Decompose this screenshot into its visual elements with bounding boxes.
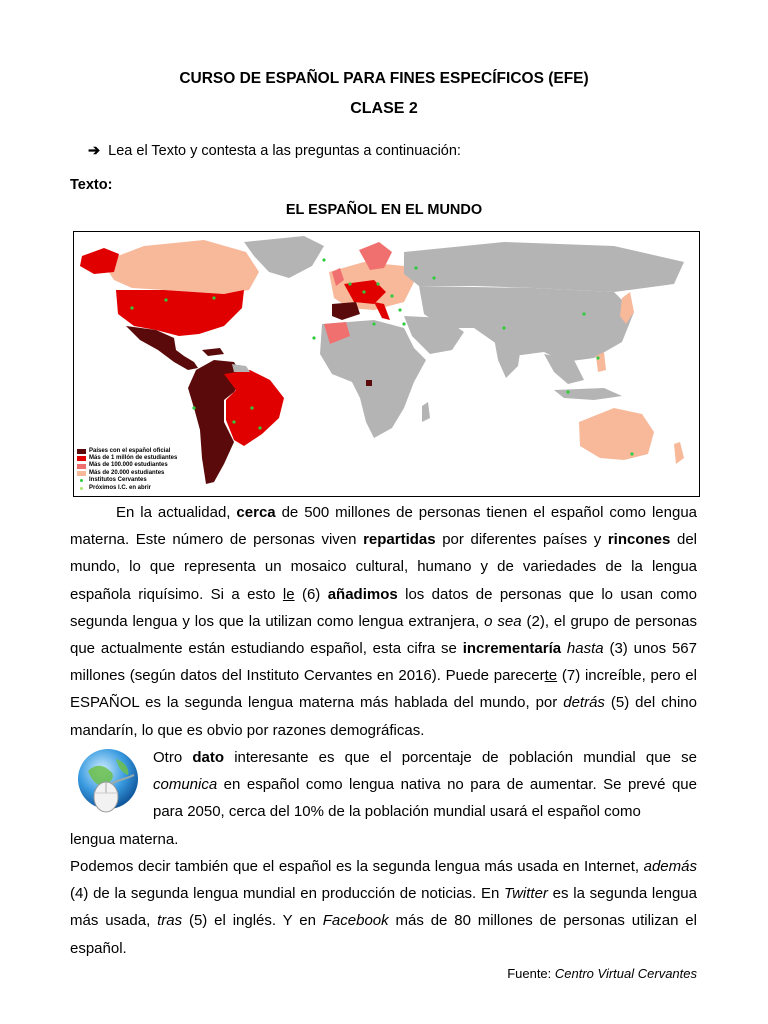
legend-item: Más de 100.000 estudiantes — [77, 462, 177, 469]
alaska — [80, 248, 119, 274]
madagascar — [422, 402, 430, 422]
article-title: EL ESPAÑOL EN EL MUNDO — [285, 202, 483, 218]
caribbean — [202, 348, 224, 356]
brazil — [224, 370, 284, 446]
indonesia — [554, 388, 622, 400]
russia — [404, 242, 684, 292]
legend-item: Países con el español oficial — [77, 448, 177, 455]
australia — [579, 408, 654, 460]
paragraph-2: Otro dato interesante es que el porcentaje de población mundial que se comunica en español como lengua nativa no para de aumentar. Se prevé que para 2050, cerca del 10% de la población mundial usará el español como — [153, 749, 697, 821]
new-zealand — [674, 442, 684, 464]
right-arrow-icon: ➔ — [88, 143, 101, 159]
class-title: CLASE 2 — [350, 100, 418, 117]
paragraph-3: Podemos decir también que el español es la segunda lengua más usada en Internet, además (4) de la segunda lengua mundial en producción de noticias. En Twitter es la segunda lengua más usada, tras (5) el inglés. Y en Facebook más de 80 millones de personas utilizan el español. — [70, 858, 697, 957]
legend-item: Más de 1 millón de estudiantes — [77, 455, 177, 462]
texto-label: Texto: — [70, 177, 113, 193]
legend-item: Próximos I.C. en abrir — [77, 485, 177, 492]
india — [494, 338, 522, 378]
legend-item: Institutos Cervantes — [77, 477, 177, 484]
spain — [332, 302, 360, 320]
paragraph-1: En la actualidad, cerca de 500 millones de personas tienen el español como lengua materna. Este número de personas viven repartidas por diferentes países y rincones del mundo, lo que representa un mosaico cultural, humano y de variedades de la lengua española riquísimo. Si a esto le (6) añadimos los datos de personas que lo usan como segunda lengua y los que la utilizan como lengua extranjera, o sea (2), el grupo de personas que actualmente están estudiando español, esta cifra se incrementaría hasta (3) unos 567 millones (según datos del Instituto Cervantes en 2016). Puede parecerte (7) increíble, pero el ESPAÑOL es la segunda lengua materna más hablada del mundo, por detrás (5) del chino mandarín, lo que es obvio por razones demográficas. — [70, 504, 698, 739]
instruction-text: Lea el Texto y contesta a las preguntas a continuación: — [108, 143, 461, 159]
instruction — [88, 143, 461, 159]
paragraph-2-end: lengua materna. — [70, 831, 179, 848]
world-map — [73, 231, 700, 497]
globe-mouse-icon — [72, 745, 144, 817]
equatorial-guinea — [366, 380, 372, 386]
legend-item: Más de 20.000 estudiantes — [77, 470, 177, 477]
course-title: CURSO DE ESPAÑOL PARA FINES ESPECÍFICOS (EFE) — [179, 70, 589, 87]
map-legend — [77, 448, 177, 492]
canada — [102, 240, 259, 294]
source-citation: Fuente: Centro Virtual Cervantes — [507, 966, 697, 981]
guianas — [232, 364, 250, 372]
